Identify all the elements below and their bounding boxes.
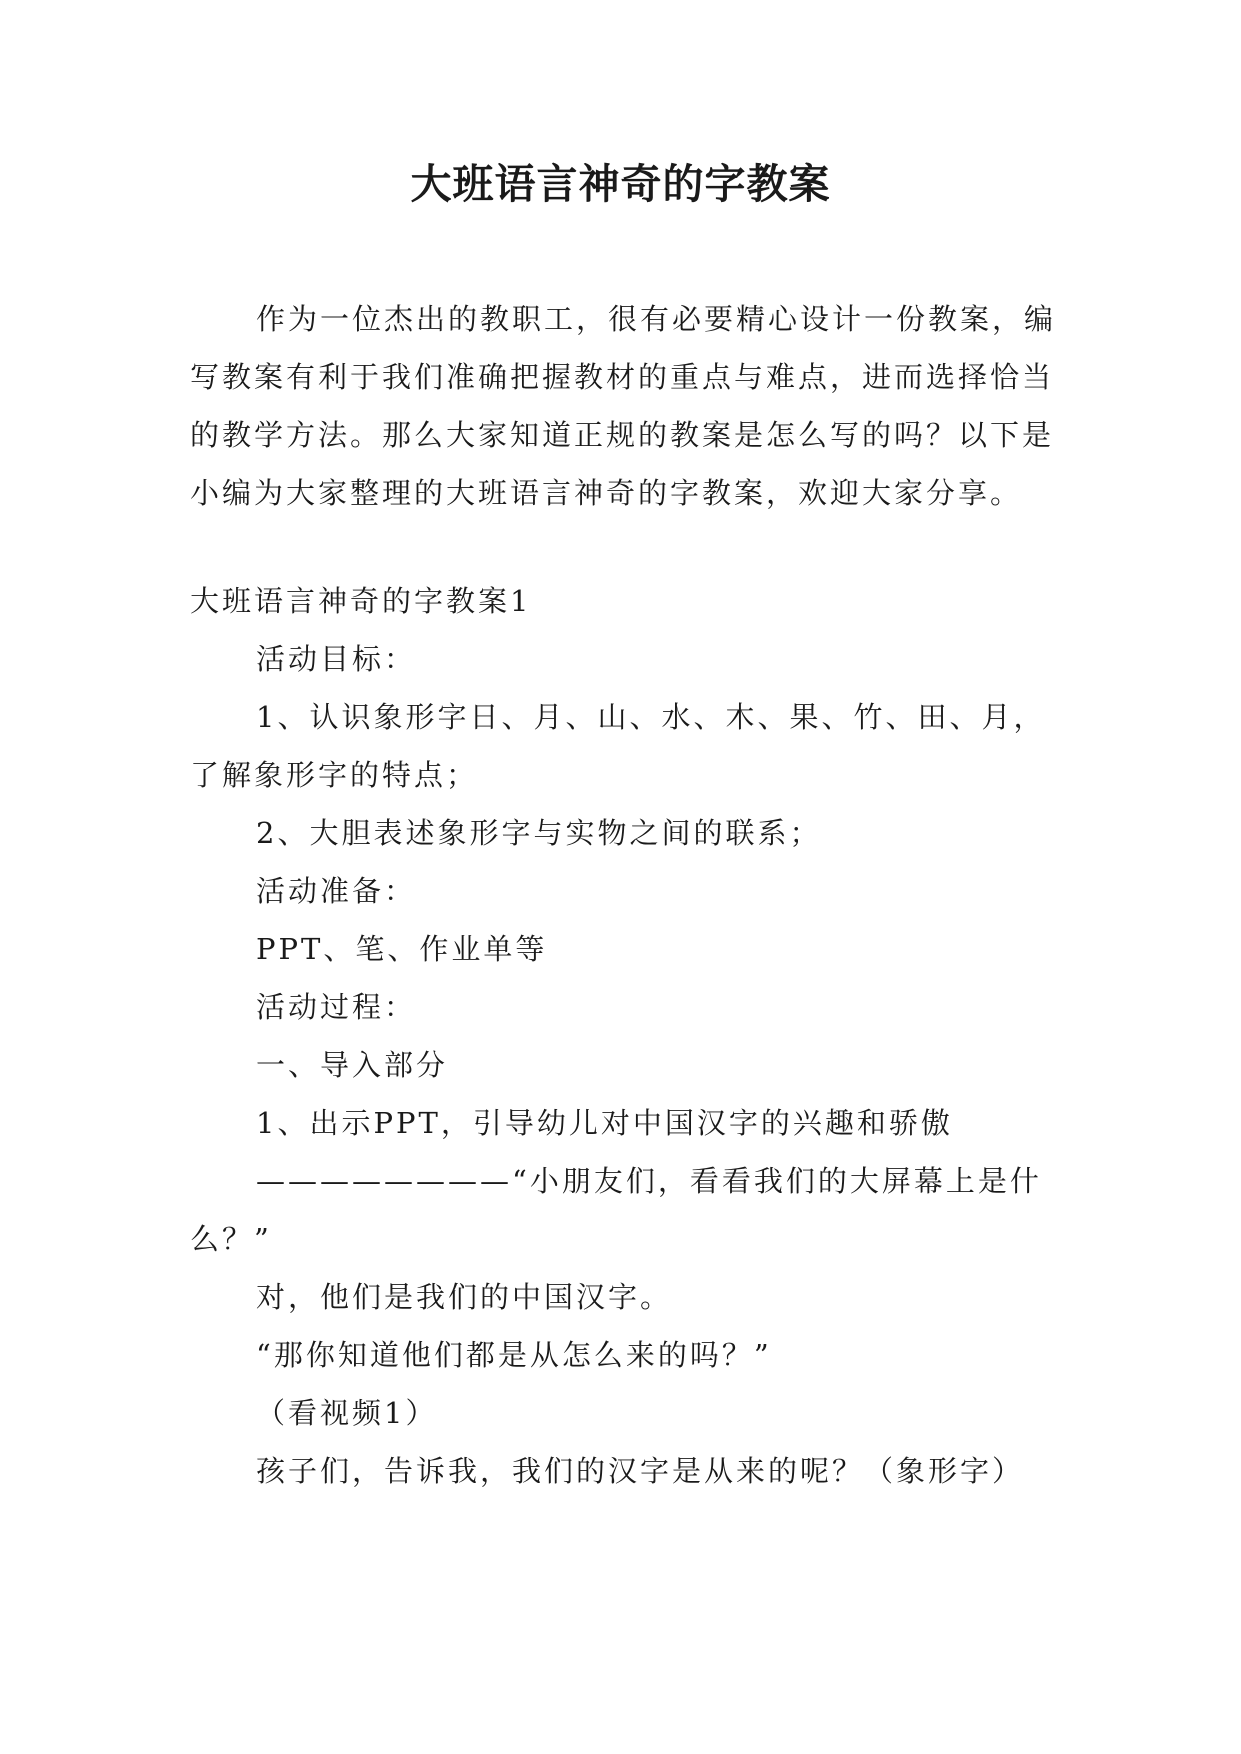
paragraph-line: “那你知道他们都是从怎么来的吗？” xyxy=(256,1338,772,1372)
paragraph-line: （看视频1） xyxy=(256,1396,438,1430)
section-heading: 大班语言神奇的字教案1 xyxy=(190,584,532,618)
paragraph-line: ————————“小朋友们，看看我们的大屏幕上是什么？” xyxy=(190,1164,1042,1256)
paragraph-line: PPT、笔、作业单等 xyxy=(256,932,548,966)
document-title: 大班语言神奇的字教案 xyxy=(410,160,831,208)
intro-paragraph: 作为一位杰出的教职工，很有必要精心设计一份教案，编写教案有利于我们准确把握教材的重点与难点，进而选择恰当的教学方法。那么大家知道正规的教案是怎么写的吗？以下是小编为大家整理的大班语言神奇的字教案，欢迎大家分享。 xyxy=(190,302,1057,510)
paragraph-line: 活动准备： xyxy=(256,874,417,908)
paragraph-line: 2、大胆表述象形字与实物之间的联系； xyxy=(256,816,822,850)
paragraph-line: 一、导入部分 xyxy=(256,1048,449,1082)
document-body xyxy=(190,290,1060,1500)
paragraph-line: 活动过程： xyxy=(256,990,417,1024)
paragraph-line: 对，他们是我们的中国汉字。 xyxy=(256,1280,673,1314)
paragraph-line: 1、认识象形字日、月、山、水、木、果、竹、田、月，了解象形字的特点； xyxy=(190,700,1046,792)
paragraph-line: 活动目标： xyxy=(256,642,417,676)
paragraph-line: 孩子们，告诉我，我们的汉字是从来的呢？（象形字） xyxy=(256,1454,1025,1488)
paragraph-line: 1、出示PPT，引导幼儿对中国汉字的兴趣和骄傲 xyxy=(256,1106,953,1140)
